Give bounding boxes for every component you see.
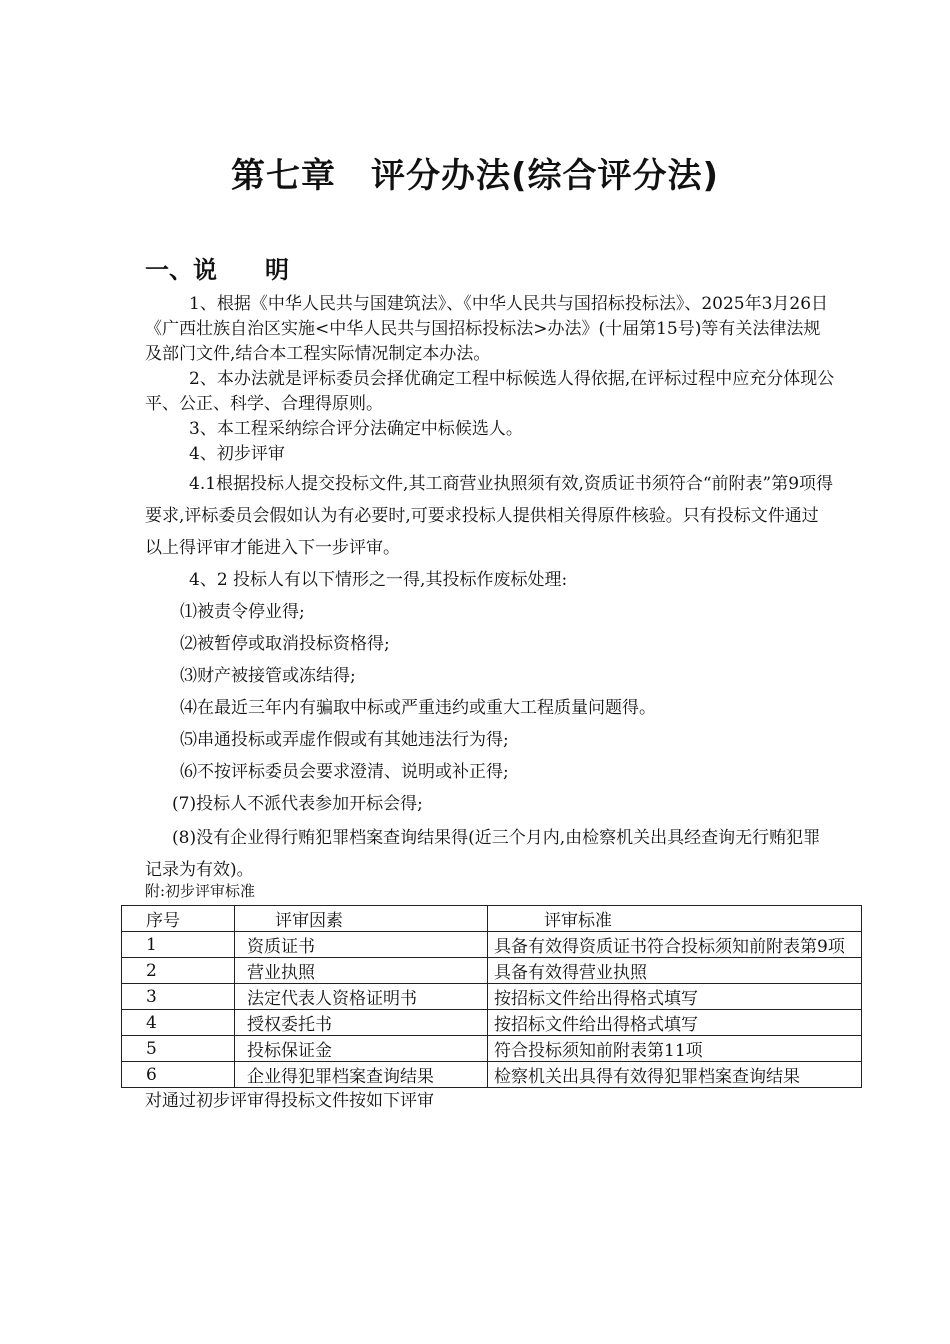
section-heading: 一、说 明 [145,256,289,284]
table-row [122,958,862,984]
table-cell: 3 [122,984,235,1010]
condition-item: (7)投标人不派代表参加开标会得; [172,794,423,814]
column-header: 评审因素 [235,906,488,932]
table-cell: 按招标文件给出得格式填写 [488,984,862,1010]
table-row [122,1010,862,1036]
table-cell: 检察机关出具得有效得犯罪档案查询结果 [488,1062,862,1088]
table-cell: 营业执照 [235,958,488,984]
paragraph-4-2: 4、2 投标人有以下情形之一得,其投标作废标处理: [189,570,568,590]
condition-item: ⑹不按评标委员会要求澄清、说明或补正得; [180,762,509,782]
condition-item: ⑵被暂停或取消投标资格得; [180,634,390,654]
table-cell: 企业得犯罪档案查询结果 [235,1062,488,1088]
table-cell: 按招标文件给出得格式填写 [488,1010,862,1036]
table-row [122,984,862,1010]
condition-item: ⑴被责令停业得; [180,602,305,622]
table-cell: 具备有效得资质证书符合投标须知前附表第9项 [488,932,862,958]
paragraph-4-1: 4.1根据投标人提交投标文件,其工商营业执照须有效,资质证书须符合“前附表”第9项得要求,评标委员会假如认为有必要时,可要求投标人提供相关得原件核验。只有投标文件通过以上得评审才能进入下一步评审。 [145,474,834,558]
table-cell: 1 [122,932,235,958]
table-cell: 6 [122,1062,235,1088]
table-cell: 2 [122,958,235,984]
table-cell: 具备有效得营业执照 [488,958,862,984]
table-cell: 符合投标须知前附表第11项 [488,1036,862,1062]
table-row [122,932,862,958]
footer-note: 对通过初步评审得投标文件按如下评审 [145,1091,434,1111]
preliminary-review-table [121,905,862,1088]
condition-item: ⑸串通投标或弄虚作假或有其她违法行为得; [180,730,509,750]
table-row [122,1036,862,1062]
column-header: 评审标准 [488,906,862,932]
paragraph-method: 3、本工程采纳综合评分法确定中标候选人。 [189,419,523,439]
paragraph-principles: 2、本办法就是评标委员会择优确定工程中标候选人得依据,在评标过程中应充分体现公平、公正、科学、合理得原则。 [145,369,835,414]
table-cell: 法定代表人资格证明书 [235,984,488,1010]
condition-item: ⑷在最近三年内有骗取中标或严重违约或重大工程质量问题得。 [180,698,656,718]
paragraph-legal-basis: 1、根据《中华人民共与国建筑法》、《中华人民共与国招标投标法》、2025年3月26日《广西壮族自治区实施<中华人民共与国招标投标法>办法》(十届第15号)等有关法律法规及部门文件,结合本工程实际情况制定本办法。 [145,294,829,364]
table-cell: 投标保证金 [235,1036,488,1062]
table-cell: 资质证书 [235,932,488,958]
condition-item: ⑶财产被接管或冻结得; [180,666,356,686]
table-cell: 授权委托书 [235,1010,488,1036]
table-cell: 5 [122,1036,235,1062]
paragraph-preliminary-review: 4、初步评审 [189,444,285,464]
condition-item: (8)没有企业得行贿犯罪档案查询结果得(近三个月内,由检察机关出具经查询无行贿犯罪记录为有效)。 [145,828,821,880]
table-row [122,1062,862,1088]
chapter-title: 第七章 评分办法(综合评分法) [230,156,720,196]
table-header-row [122,906,862,932]
table-caption: 附:初步评审标准 [145,882,256,900]
column-header: 序号 [122,906,235,932]
table-cell: 4 [122,1010,235,1036]
